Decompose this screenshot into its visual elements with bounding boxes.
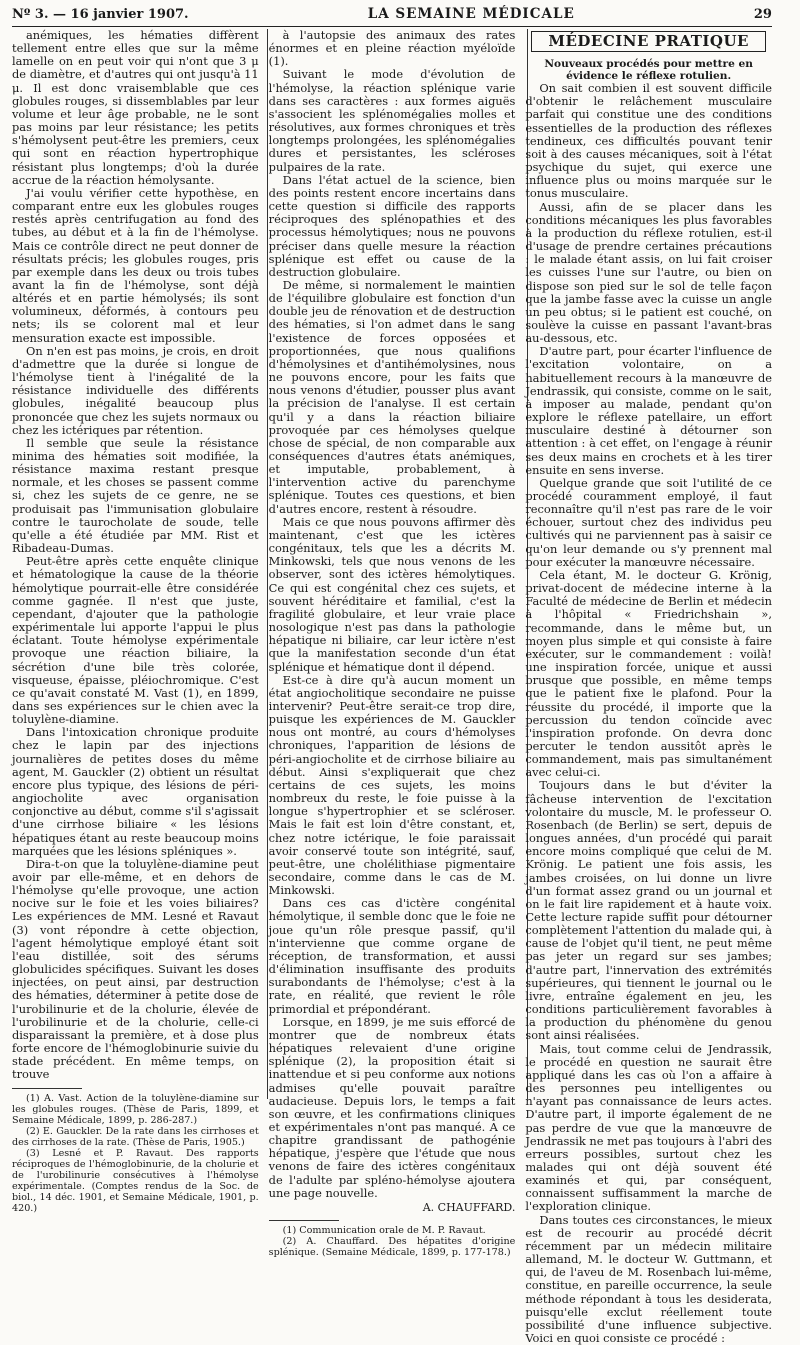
paragraph: D'autre part, pour écarter l'influence de l'excitation volontaire, on a habituellement recours à la manœuvre de Jendrassik, qui consiste, comme on le sait, à imposer au malade, pendant qu'on explore le réflexe patellaire, un effort musculaire destiné à détourner son attention : à cet effet, on l'engage à réunir ses deux mains en crochets et à les tirer ensuite en sens inverse. [525,344,773,477]
section-title: MÉDECINE PRATIQUE [531,31,766,52]
paragraph: J'ai voulu vérifier cette hypothèse, en comparant entre eux les globules rouges restés après centrifugation au fond des tubes, au début et à la fin de l'hémolyse. Mais ce contrôle direct ne peut donner de résultats précis; les globules rouges, pris par exemple dans les deux ou trois tubes avant la fin de l'hémolyse, sont déjà altérés et en partie hémolysés; ils sont volumineux, déformés, à contours peu nets; ils se colorent mal et leur mensuration exacte est impossible. [12,185,259,345]
paragraph: Suivant le mode d'évolution de l'hémolyse, la réaction splénique varie dans ses caractères : aux formes aiguës s'associent les splénomégalies molles et résolutives, aux formes chroniques et très longtemps prolongées, les splénomégalies dures et persistantes, les scléroses pulpaires de la rate. [268,67,516,174]
running-header [12,6,772,27]
paragraph: Toujours dans le but d'éviter la fâcheuse intervention de l'excitation volontaire du muscle, M. le professeur O. Rosenbach (de Berlin) se sert, depuis de longues années, d'un procédé qui parait encore moins compliqué que celui de M. Krönig. Le patient une fois assis, les jambes croisées, on lui donne un livre d'un format assez grand ou un journal et on le fait lire rapidement et à haute voix. Cette lecture rapide suffit pour détourner complètement l'attention du malade qui, à cause de l'objet qu'il tient, ne peut même pas jeter un regard sur ses jambes; d'autre part, l'innervation des extrémités supérieures, qui tiennent le journal ou le livre, entraîne également en jeu, les conditions particulièrement favorables à la production du phénomène du genou sont ainsi réalisées. [525,778,773,1043]
paragraph: Est-ce à dire qu'à aucun moment un état angiocholitique secondaire ne puisse intervenir? Peut-être serait-ce trop dire, puisque les expériences de M. Gauckler nous ont montré, au cours d'hémolyses chroniques, l'apparition de lésions de péri-angiocholite et de cirrhose biliaire au début. Ainsi s'expliquerait que chez certains de ces sujets, les moins nombreux du reste, le foie puisse à la longue s'hypertrophier et se scléroser. Mais le fait est loin d'être constant, et, chez notre ictérique, le foie paraissait avoir conservé toute son intégrité, sauf, peut-être, une cholélithiase pigmentaire secondaire, comme dans le cas de M. Minkowski. [268,672,516,898]
footnote: (1) A. Vast. Action de la toluylène-diamine sur les globules rouges. (Thèse de Paris, 1899, et Semaine Médicale, 1899, p. 286-287.) [12,1092,259,1126]
paragraph: Dans l'intoxication chronique produite chez le lapin par des injections journalières de petites doses du même agent, M. Gauckler (2) obtient un résultat encore plus typique, des lésions de péri-angiocholite avec organisation conjonctive au début, comme s'il s'agissait d'une cirrhose biliaire « les lésions hépatiques étant au reste beaucoup moins marquées que les lésions spléniques ». [12,725,259,858]
column-1 [12,28,259,1215]
paragraph: De même, si normalement le maintien de l'équilibre globulaire est fonction d'un double jeu de rénovation et de destruction des hématies, si l'on admet dans le sang l'existence de forces opposées et proportionnées, que nous qualifions d'hémolysines et d'antihémolysines, nous ne pouvons encore, pour les faits que nous venons d'étudier, pousser plus avant la précision de l'analyse. Il est certain qu'il y a dans la réaction biliaire provoquée par ces hémolyses quelque chose de spécial, de non comparable aux conséquences d'autres états anémiques, et imputable, probablement, à l'intervention active du parenchyme splénique. Toutes ces questions, et bien d'autres encore, restent à résoudre. [268,277,516,516]
footnote-rule [269,1220,339,1221]
issue-date: Nº 3. — 16 janvier 1907. [12,7,189,22]
footnote: (3) Lesné et P. Ravaut. Des rapports réciproques de l'hémoglobinurie, de la cholurie et de l'urobilinurie consécutives à l'hémolyse expérimentale. (Comptes rendus de la Soc. de biol., 14 déc. 1901, et Semaine Médicale, 1901, p. 420.) [12,1147,259,1215]
paragraph: Mais, tout comme celui de Jendrassik, le procédé en question ne saurait être appliqué dans les cas où l'on a affaire à des personnes peu intelligentes ou n'ayant pas connaissance de leurs actes. D'autre part, il importe également de ne pas perdre de vue que la manœuvre de Jendrassik ne met pas toujours à l'abri des erreurs possibles, surtout chez les malades qui ont déjà souvent été examinés et qui, par conséquent, connaissent suffisamment la marche de l'exploration clinique. [525,1041,773,1214]
page-number: 29 [753,7,772,22]
column-3 [525,29,773,1345]
article-subtitle: Nouveaux procédés pour mettre en évidence le réflexe rotulien. [544,58,753,83]
columns [12,28,773,1345]
paragraph: Aussi, afin de se placer dans les conditions mécaniques les plus favorables à la production du réflexe rotulien, est-il d'usage de prendre certaines précautions : le malade étant assis, on lui fait croiser les cuisses l'une sur l'autre, ou bien on dispose son pied sur le sol de telle façon que la jambe fasse avec la cuisse un angle un peu obtus; si le patient est couché, on soulève la cuisse en passant l'avant-bras au-dessous, etc. [525,199,773,346]
paragraph: Quelque grande que soit l'utilité de ce procédé couramment employé, il faut reconnaître qu'il n'est pas rare de le voir échouer, surtout chez des individus peu cultivés qui ne parviennent pas à saisir ce qu'on leur demande ou s'y prennent mal pour exécuter la manœuvre nécessaire. [525,475,773,569]
journal-title: LA SEMAINE MÉDICALE [367,6,575,22]
paragraph: à l'autopsie des animaux des rates énormes et en pleine réaction myéloïde (1). [268,28,516,69]
author-signature: A. CHAUFFARD. [422,1200,516,1214]
paragraph: On sait combien il est souvent difficile d'obtenir le relâchement musculaire parfait qui constitue une des conditions essentielles de la production des réflexes tendineux, ces difficultés pouvant tenir soit à des causes mécaniques, soit à l'état psychique du sujet, qui exerce une influence plus ou moins marquée sur le tonus musculaire. [525,81,773,201]
paragraph: Dans ces cas d'ictère congénital hémolytique, il semble donc que le foie ne joue qu'un rôle presque passif, qu'il n'intervienne que comme organe de réception, de transformation, et aussi d'élimination insuffisante des produits surabondants de l'hémolyse; c'est à la rate, en réalité, que revient le rôle primordial et prépondérant. [268,896,516,1016]
paragraph: Mais ce que nous pouvons affirmer dès maintenant, c'est que les ictères congénitaux, tels que les a décrits M. Minkowski, tels que nous venons de les observer, sont des ictères hémolytiques. Ce qui est congénital chez ces sujets, et souvent héréditaire et familial, c'est la fragilité globulaire, et leur vraie place nosologique n'est pas dans la pathologie hépatique ni biliaire, car leur ictère n'est que la manifestation seconde d'un état splénique et hématique dont il dépend. [268,514,516,674]
paragraph: On n'en est pas moins, je crois, en droit d'admettre que la durée si longue de l'hémolyse tient à l'inégalité de la résistance individuelle des différents globules, inégalité beaucoup plus prononcée que chez les sujets normaux ou chez les ictériques par rétention. [12,343,259,437]
paragraph: Dira-t-on que la toluylène-diamine peut avoir par elle-même, et en dehors de l'hémolyse qu'elle provoque, une action nocive sur le foie et les voies biliaires? Les expériences de MM. Lesné et Ravaut (3) vont répondre à cette objection, l'agent hémolytique employé étant soit l'eau distillée, soit des sérums globulicides spécifiques. Suivant les doses injectées, on peut ainsi, par destruction des hématies, déterminer à petite dose de l'urobilinurie et de la cholurie, élevée de l'urobilinurie et de la cholurie, celle-ci disparaissant la première, et à dose plus forte encore de l'hémoglobinurie suivie du stade précédent. En même temps, on trouve [12,856,259,1082]
paragraph: Dans toutes ces circonstances, le mieux est de recourir au procédé décrit récemment par un médecin militaire allemand, M. le docteur W. Guttmann, et qui, de l'aveu de M. Rosenbach lui-même, constitue, en pareille occurrence, la seule méthode répondant à tous les desiderata, puisqu'elle exclut réellement toute possibilité d'une influence subjective. Voici en quoi consiste ce procédé : [525,1212,773,1345]
paragraph: Cela étant, M. le docteur G. Krönig, privat-docent de médecine interne à la Faculté de médecine de Berlin et médecin à l'hôpital « Friedrichshain », recommande, dans le même but, un moyen plus simple et qui consiste à faire exécuter, sur le commandement : voilà! une inspiration forcée, unique et aussi brusque que possible, en même temps que le patient fixe le plafond. Pour la réussite du procédé, il importe que la percussion du tendon coïncide avec l'inspiration profonde. On devra donc percuter le tendon aussitôt après le commandement, mais pas simultanément avec celui-ci. [525,567,773,780]
paragraph: Il semble que seule la résistance minima des hématies soit modifiée, la résistance maxima restant presque normale, et les choses se passent comme si, chez les sujets de ce genre, ne se produisait pas l'immunisation globulaire contre le taurocholate de soude, telle qu'elle a été étudiée par MM. Rist et Ribadeau-Dumas. [12,435,259,556]
footnote-rule [12,1088,82,1089]
footnote: (2) E. Gauckler. De la rate dans les cirrhoses et des cirrhoses de la rate. (Thèse de Paris, 1905.) [12,1125,259,1148]
footnote: (2) A. Chauffard. Des hépatites d'origine splénique. (Semaine Médicale, 1899, p. 177-178.) [268,1236,516,1259]
paragraph: Peut-être après cette enquête clinique et hématologique la cause de la théorie hémolytique pourrait-elle être considérée comme gagnée. Il n'est que juste, cependant, d'ajouter que la pathologie expérimentale lui apporte l'appui le plus éclatant. Toute hémolyse expérimentale provoque une réaction biliaire, la sécrétion d'une bile très colorée, visqueuse, épaisse, pléiochromique. C'est ce qu'avait constaté M. Vast (1), en 1899, dans ses expériences sur le chien avec la toluylène-diamine. [12,554,259,727]
paragraph: Lorsque, en 1899, je me suis efforcé de montrer que de nombreux états hépatiques relevaient d'une origine splénique (2), la proposition était si inattendue et si peu conforme aux notions admises qu'elle pouvait paraître audacieuse. Depuis lors, le temps a fait son œuvre, et les confirmations cliniques et expérimentales n'ont pas manqué. A ce chapitre grandissant de pathogénie hépatique, j'espère que l'étude que nous venons de faire des ictères congénitaux de l'adulte par spléno-hémolyse ajoutera une page nouvelle. [268,1014,516,1200]
footnote: (1) Communication orale de M. P. Ravaut. [282,1225,486,1237]
paragraph: anémiques, les hématies diffèrent tellement entre elles que sur la même lamelle on en peut voir qui n'ont que 3 μ de diamètre, et d'autres qui ont jusqu'à 11 μ. Il est donc vraisemblable que ces globules rouges, si dissemblables par leur volume et leur âge probable, ne le sont pas moins par leur résistance; les petits s'hémolysent peut-être les premiers, ceux qui sont en réaction hypertrophique résistant plus longtemps; d'où la durée accrue de la réaction hémolysante. [12,28,259,187]
column-2 [268,28,516,1259]
paragraph: Dans l'état actuel de la science, bien des points restent encore incertains dans cette question si difficile des rapports réciproques des splénopathies et des processus hémolytiques; nous ne pouvons préciser dans quelle mesure la réaction splénique est effet ou cause de la destruction globulaire. [268,172,516,279]
